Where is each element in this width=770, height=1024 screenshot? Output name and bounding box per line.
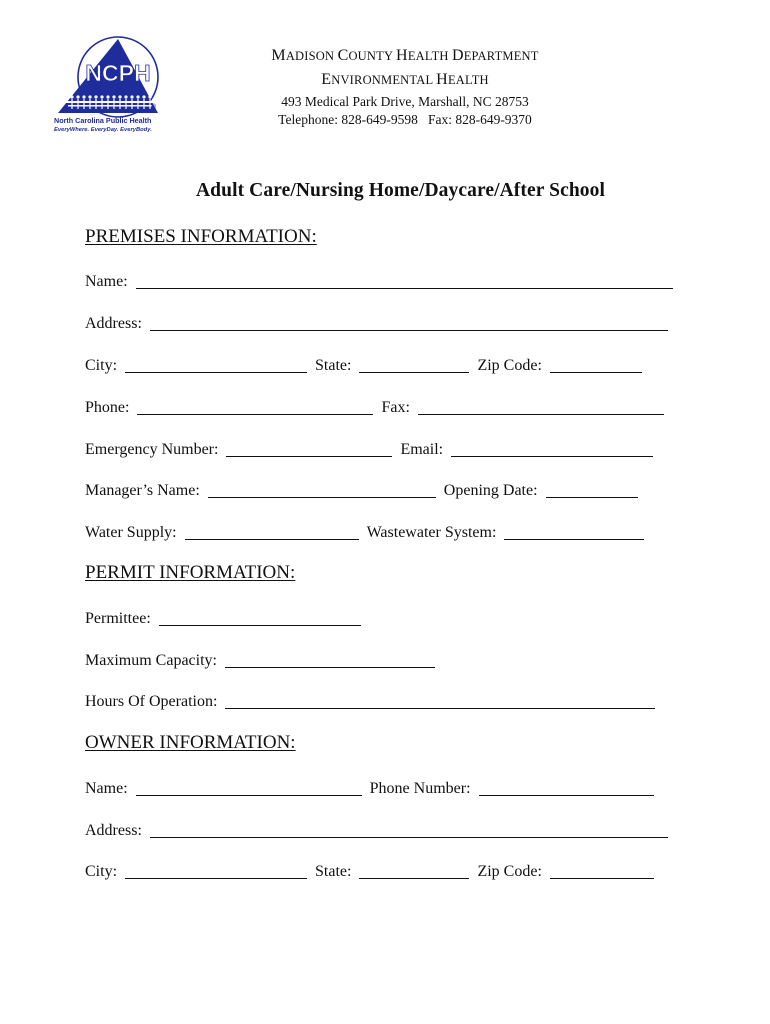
hours-field[interactable] bbox=[225, 694, 655, 709]
owner-city-label: City: bbox=[85, 863, 118, 880]
owner-phone-field[interactable] bbox=[479, 781, 654, 796]
premises-water-row bbox=[85, 519, 644, 543]
division-name: ENVIRONMENTAL HEALTH bbox=[321, 71, 489, 88]
premises-city-field[interactable] bbox=[125, 358, 307, 373]
logo-caption-slogan: EveryWhere. EveryDay. EveryBody. bbox=[54, 127, 152, 133]
owner-zip-label: Zip Code: bbox=[477, 863, 542, 880]
permit-hours-row bbox=[85, 688, 655, 712]
owner-state-field[interactable] bbox=[359, 864, 469, 879]
premises-water-field[interactable] bbox=[185, 525, 359, 540]
premises-name-row bbox=[85, 268, 673, 292]
form-title: Adult Care/Nursing Home/Daycare/After School bbox=[196, 180, 605, 201]
ncph-logo bbox=[52, 35, 162, 135]
owner-heading: OWNER INFORMATION: bbox=[85, 732, 296, 753]
premises-address-field[interactable] bbox=[150, 316, 668, 331]
capacity-field[interactable] bbox=[225, 653, 435, 668]
owner-phone-label: Phone Number: bbox=[369, 780, 471, 797]
permit-heading: PERMIT INFORMATION: bbox=[85, 562, 296, 583]
registered-mark: ® bbox=[151, 104, 157, 111]
premises-emergency-label: Emergency Number: bbox=[85, 441, 219, 458]
premises-fax-label: Fax: bbox=[381, 399, 410, 416]
premises-opening-label: Opening Date: bbox=[443, 482, 538, 499]
premises-zip-label: Zip Code: bbox=[477, 357, 542, 374]
owner-name-field[interactable] bbox=[136, 781, 362, 796]
logo-caption-name: North Carolina Public Health bbox=[54, 116, 152, 125]
department-contact: Telephone: 828-649-9598 Fax: 828-649-9370 bbox=[278, 112, 532, 127]
permit-permittee-row bbox=[85, 605, 361, 629]
premises-manager-row bbox=[85, 477, 638, 501]
ncph-logo-graphic bbox=[52, 35, 162, 135]
premises-zip-field[interactable] bbox=[550, 358, 642, 373]
premises-email-field[interactable] bbox=[451, 442, 653, 457]
premises-phone-row bbox=[85, 394, 664, 418]
permittee-label: Permittee: bbox=[85, 610, 151, 627]
owner-address-label: Address: bbox=[85, 822, 142, 839]
owner-name-label: Name: bbox=[85, 780, 128, 797]
owner-address-row bbox=[85, 817, 668, 841]
owner-city-row bbox=[85, 858, 654, 882]
premises-water-label: Water Supply: bbox=[85, 524, 177, 541]
premises-state-field[interactable] bbox=[359, 358, 469, 373]
premises-emergency-field[interactable] bbox=[226, 442, 392, 457]
premises-city-row bbox=[85, 352, 642, 376]
permittee-field[interactable] bbox=[159, 611, 361, 626]
premises-city-label: City: bbox=[85, 357, 118, 374]
premises-opening-field[interactable] bbox=[546, 483, 638, 498]
owner-zip-field[interactable] bbox=[550, 864, 654, 879]
premises-address-label: Address: bbox=[85, 315, 142, 332]
premises-phone-field[interactable] bbox=[137, 400, 373, 415]
department-name: MADISON COUNTY HEALTH DEPARTMENT bbox=[271, 47, 539, 64]
owner-address-field[interactable] bbox=[150, 823, 668, 838]
premises-heading: PREMISES INFORMATION: bbox=[85, 226, 317, 247]
premises-name-label: Name: bbox=[85, 273, 128, 290]
premises-emergency-row bbox=[85, 436, 653, 460]
premises-state-label: State: bbox=[315, 357, 352, 374]
owner-state-label: State: bbox=[315, 863, 352, 880]
permit-capacity-row bbox=[85, 647, 435, 671]
capacity-label: Maximum Capacity: bbox=[85, 652, 217, 669]
premises-name-field[interactable] bbox=[136, 274, 673, 289]
owner-name-row bbox=[85, 775, 654, 799]
owner-city-field[interactable] bbox=[125, 864, 307, 879]
premises-fax-field[interactable] bbox=[418, 400, 664, 415]
logo-letters: NCPH bbox=[85, 60, 151, 86]
premises-address-row bbox=[85, 310, 668, 334]
premises-phone-label: Phone: bbox=[85, 399, 130, 416]
premises-manager-field[interactable] bbox=[208, 483, 436, 498]
premises-wastewater-label: Wastewater System: bbox=[366, 524, 497, 541]
hours-label: Hours Of Operation: bbox=[85, 693, 218, 710]
premises-manager-label: Manager’s Name: bbox=[85, 482, 200, 499]
premises-email-label: Email: bbox=[400, 441, 444, 458]
premises-wastewater-field[interactable] bbox=[504, 525, 644, 540]
department-address: 493 Medical Park Drive, Marshall, NC 28753 bbox=[281, 94, 529, 109]
